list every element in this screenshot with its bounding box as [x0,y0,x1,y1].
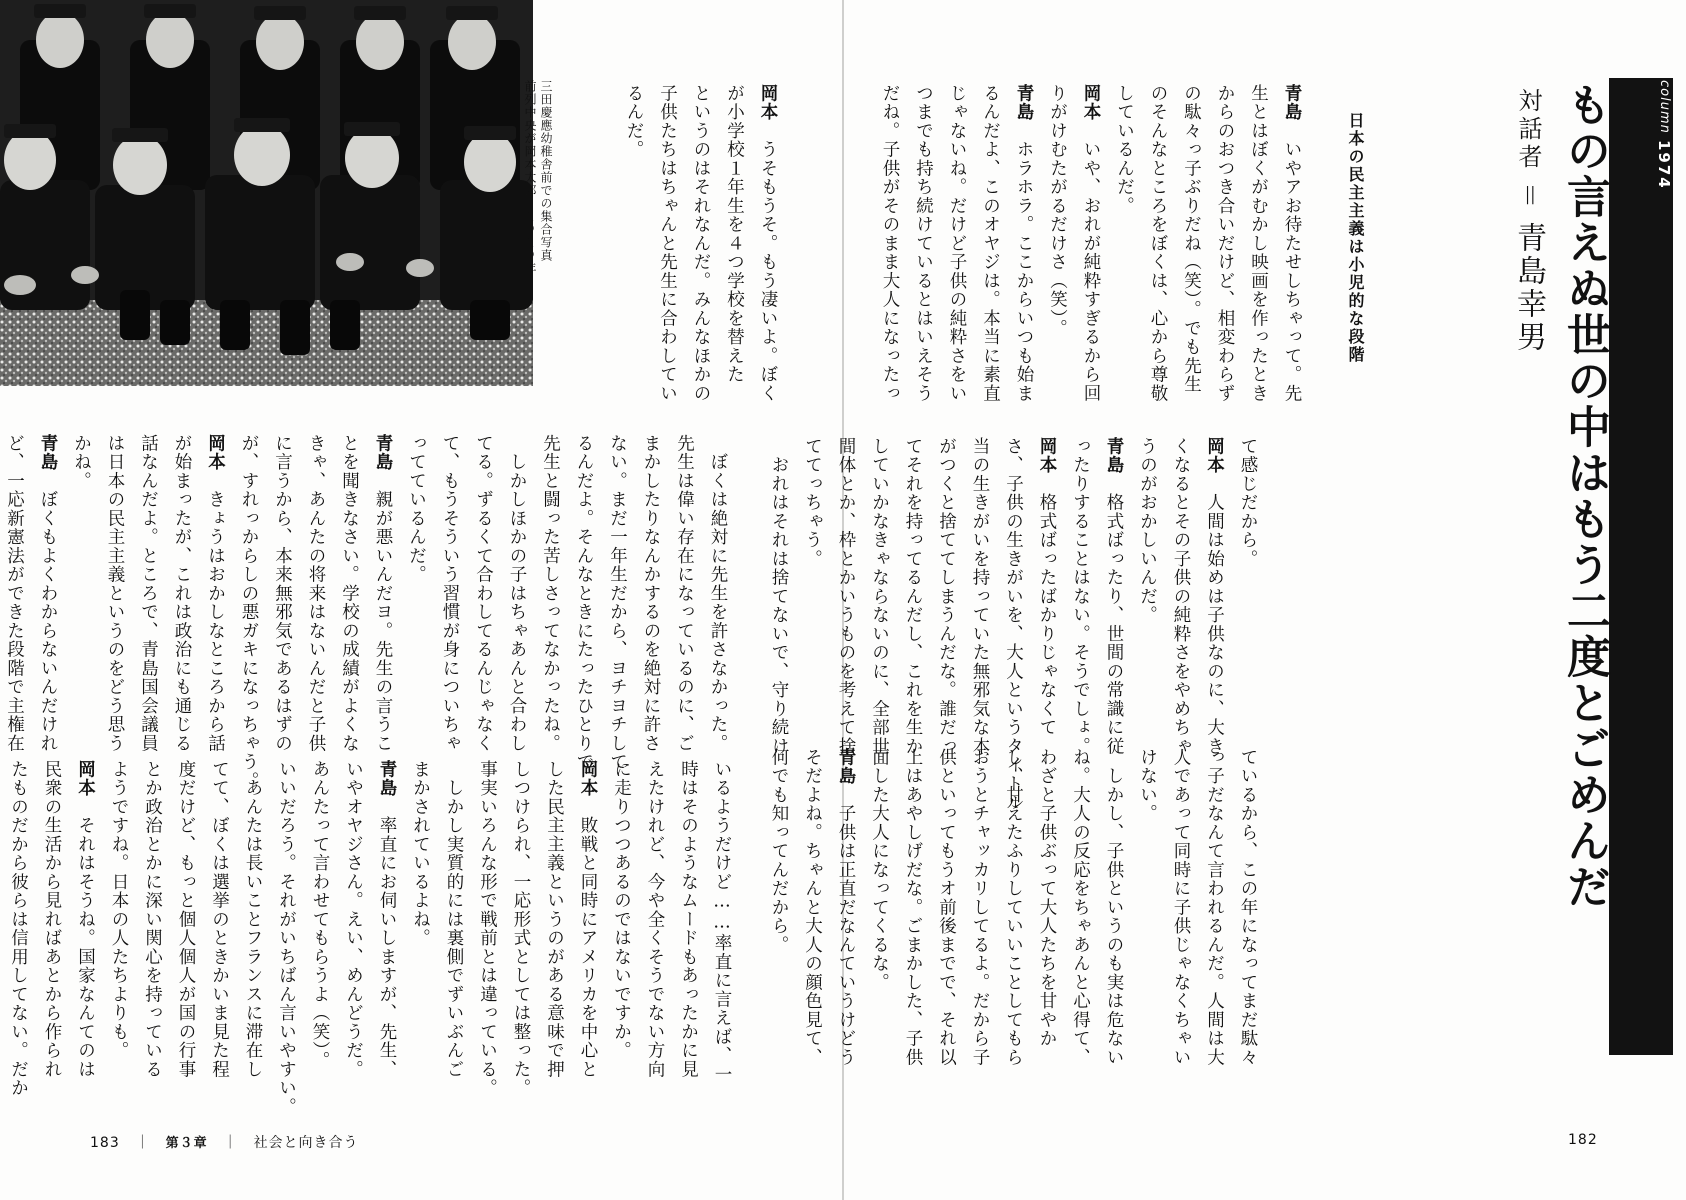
line-text: けない。 [1137,748,1158,823]
text-column-line [500,434,534,753]
line-text: の駄々っ子ぶりだね（笑）。でも先生 [1181,84,1202,394]
line-text: に言うから、本来無邪気であるはずの [272,434,293,753]
text-column-line [366,434,400,753]
text-column-line [795,437,829,729]
speaker-label: 青島 [373,434,393,472]
line-text: が、すれっからしの悪ガキになっちゃう。 [239,434,259,791]
line-text: 子供は正直だなんていうけどう [836,804,856,1067]
speaker-label: 岡本 [578,760,598,798]
text-column-line [1074,84,1108,414]
line-text: きゃ、あんたの将来はないんだと子供 [306,434,326,753]
text-column-line [684,84,718,403]
line-text: そだよね。ちゃんと大人の顔色見て、 [802,748,823,1067]
text-column-line [873,84,907,414]
text-column-line [929,748,963,1067]
line-text: て、もうそういう習慣が身についちゃ [440,434,460,753]
right-page-number: 182 [1568,1132,1598,1148]
line-text: いるようだけど……率直に言えば、一 [712,760,732,1084]
text-column-line [533,434,567,753]
left-upper-text [572,84,784,403]
text-column-line [996,437,1030,812]
text-column-line [638,760,672,1079]
text-column-line [896,437,930,756]
line-text: てそれを持ってるんだし、これを生か [903,437,923,756]
year-label: 1974 [1655,140,1673,190]
text-column-line [0,434,31,753]
speaker-label: 青島 [1104,437,1124,475]
chapter-title: 社会と向き合う [253,1135,359,1151]
line-text: 民衆の生活から見ればあとから作られ [42,760,62,1079]
column-label: column [1657,80,1672,134]
text-column-line [1030,748,1064,1062]
line-text: とか政治とかに深い関心を持っている [142,760,163,1079]
line-text: からのおつき合いだけど、相変わらず [1215,84,1235,403]
text-column-line [701,434,735,753]
text-column-line [336,760,370,1079]
line-text: いやオヤジさん。えい、めんどうだ。 [343,760,364,1079]
line-text: しつけられ、一応形式としては整った。 [511,760,531,1098]
speaker-label: 岡本 [205,434,226,472]
text-column-line [232,434,266,791]
line-text: した民主主義というのがある意味で押 [544,760,565,1079]
line-text: おうとチャッカリしてるよ。だから子 [970,748,990,1067]
text-column-line [1241,84,1275,414]
text-column-line [1197,748,1231,1067]
line-text: くなるとその子供の純粋さをやめちゃ [1171,437,1191,756]
text-column-line [795,748,829,1067]
chapter-label: 第３章 [165,1136,208,1151]
speaker-label: 岡本 [75,760,96,798]
left-page [0,0,842,1200]
text-column-line [35,760,69,1079]
text-column-line [617,84,651,384]
text-column-line [1275,84,1309,414]
group-photo [0,0,533,386]
text-column-line [131,434,165,753]
text-column-line [68,760,102,1079]
text-column-line [1197,437,1231,756]
line-text: 事実いろんな形で戦前とは違っている。 [477,760,498,1098]
text-column-line [470,760,504,1098]
speaker-label: 青島 [38,434,58,472]
text-column-line [1174,84,1208,414]
text-column-line [929,437,963,756]
speaker-label: 青島 [1014,84,1034,122]
line-text: うのがおかしいんだ。 [1137,437,1158,625]
line-text: ようですね。日本の人たちよりも。 [109,760,129,1060]
text-column-line [896,748,930,1067]
line-text: るんだよ。そんなときにたったひとりで [574,434,594,772]
text-column-line [102,760,136,1060]
text-column-line [634,434,668,753]
line-text: ててっちゃう。 [802,437,823,569]
text-column-line [433,434,467,753]
text-column-line [567,434,601,772]
line-text: うそもうそ。もう凄いよ。ぼく [758,140,778,403]
line-text: いや、おれが純粋すぎるから回 [1081,140,1101,403]
text-column-line [717,84,751,384]
text-column-line [399,434,433,732]
line-text: し、甘えたふりしていいことしてもら [1003,748,1024,1067]
text-column-line [31,434,65,753]
left-lower-text [8,760,738,1117]
line-text: たものだから彼らは信用してない。だか [8,760,29,1098]
line-text: 人間は始めは子供なのに、大き [1204,493,1225,756]
text-column-line [1164,437,1198,756]
speaker-label: 岡本 [758,84,778,122]
text-column-line [650,84,684,403]
text-column-line [303,760,337,1070]
text-column-line [963,437,997,756]
line-text: さ、子供の生きがいを、大人というタイトル [1003,437,1024,812]
photo-caption-line: 三田慶應幼稚舎前での集合写真 [539,80,553,262]
line-text: 話なんだよ。ところで、青島国会議員 [138,434,159,753]
left-middle-text [4,434,734,791]
speaker-label: 岡本 [1037,437,1057,475]
text-column-line [751,84,785,403]
line-text: 供といってもうオ前後までで、それ以 [936,748,957,1067]
line-text: 親が悪いんだヨ。先生の言うこ [373,490,393,753]
right-upper-text [880,84,1308,414]
folio-separator: ｜ [223,1135,239,1151]
text-column-line [705,760,739,1084]
line-text: ど、一応新憲法ができた段階で主権在 [4,434,25,753]
line-text: 時はそのようなムードもあったかに見 [678,760,699,1079]
line-text: てる。ずるくて合わしてるんじゃなく [473,434,494,753]
line-text: 格式ばったり、世間の常識に従 [1104,493,1124,756]
folio-separator: ｜ [135,1135,151,1151]
text-column-line [1208,84,1242,414]
line-text: おれはそれは捨てないで、守り続け [769,437,789,756]
line-text: るんだよ、このオヤジは。本当に素直 [980,84,1001,403]
text-column-line [1097,437,1131,756]
text-column-line [963,748,997,1067]
line-text: していかなきゃならないのに、全部世 [869,437,890,756]
text-column-line [600,434,634,772]
line-text: しかしほかの子はちゃあんと合わし [507,434,527,753]
text-column-line [299,434,333,753]
byline-separator: ＝ [1513,182,1543,212]
text-column-line [135,760,169,1079]
line-text: いいだろう。それがいちばん言いやすい。 [276,760,297,1117]
text-column-line [236,760,270,1079]
line-text: 子供たちはちゃんと先生に合わしてい [657,84,678,403]
line-text: 人であって同時に子供じゃなくちゃい [1171,748,1191,1067]
line-text: いやアお待たせしちゃって。先 [1282,140,1302,403]
line-text: まかされているよね。 [410,760,431,948]
text-column-line [537,760,571,1079]
line-text: 何でも知ってんだから。 [769,748,789,955]
line-text: じゃないね。だけど子供の純粋さをい [947,84,967,403]
line-text: りがけむたがるだけさ（笑）。 [1047,84,1068,338]
line-text: だね。子供がそのまま大人になったっ [880,84,900,403]
line-text: あんたは長いことフランスに滞在し [243,760,263,1079]
line-text: ホラホラ。ここからいつも始ま [1014,140,1034,403]
text-column-line [265,434,299,753]
text-column-line [269,760,303,1117]
text-column-line [1063,748,1097,1067]
text-column-line [940,84,974,414]
text-column-line [403,760,437,1060]
text-column-line [1164,748,1198,1067]
line-text: 先生は偉い存在になっているのに、ご [674,434,695,753]
text-column-line [198,434,232,753]
byline-prefix: 対話者 [1514,88,1542,172]
line-text: わざと子供ぶって大人たちを甘やか [1037,748,1057,1048]
text-column-line [1107,84,1141,414]
text-column-line [370,760,404,1079]
line-text: ているから、この年になってまだ駄々 [1238,748,1258,1067]
article-title: もの言えぬ世の中はもう二度とごめんだ [1559,82,1610,910]
text-column-line [169,760,203,1079]
text-column-line [64,434,98,732]
text-column-line [1097,748,1131,1067]
line-text: ぼくもよくわからないんだけれ [38,490,58,753]
line-text: がつくと捨ててしまうんだな。誰だっ [936,437,957,756]
speaker-label: 青島 [377,760,397,798]
text-column-line [604,760,638,1060]
line-text: ったりすることはない。そうでしょ。 [1070,437,1091,756]
line-text: るんだ。 [624,84,644,159]
photo-caption-line: 前列中央が岡本太郎 １９１９年 [523,80,537,275]
line-text: それはそうね。国家なんてのは [75,816,96,1079]
byline-name: 青島幸男 [1511,222,1546,354]
text-column-line [973,84,1007,414]
line-text: つまでも持ち続けているとはいえそう [913,84,934,403]
line-text: てて、ぼくは選挙のときかいま見た程 [209,760,230,1079]
line-text: えたけれど、今や全くそうでない方向 [645,760,665,1079]
line-text: は日本の民主主義というのをどう思う [105,434,125,753]
text-column-line [1063,437,1097,756]
line-text: あんたって言わせてもらうよ（笑）。 [310,760,330,1070]
line-text: が小学校１年生を４つ学校を替えた [724,84,745,384]
left-folio [90,1132,359,1152]
title-band-label [1609,80,1673,190]
page-number: 183 [90,1135,120,1151]
text-column-line [667,434,701,753]
line-text: かね。 [71,434,92,491]
speaker-label: 岡本 [1204,437,1225,475]
text-column-line [1231,437,1265,729]
byline [1506,88,1550,354]
text-column-line [762,437,796,756]
line-text: 上はあやしげだな。ごまかした、子供 [903,748,923,1067]
text-column-line [1007,84,1041,414]
text-column-line [1040,84,1074,414]
text-column-line [332,434,366,753]
line-text: て感じだから。 [1238,437,1258,569]
text-column-line [437,760,471,1079]
line-text: 間体とか、枠とかいうものを考えて捨 [836,437,856,756]
text-column-line [466,434,500,753]
line-text: しかし、子供というのも実は危ない [1104,748,1124,1067]
line-text: ってているんだ。 [406,434,427,584]
line-text: 当の生きがいを持っていた無邪気な本 [970,437,990,756]
line-text: 先生と闘った苦しさってなかったね。 [540,434,561,753]
line-text: しているんだ。 [1114,84,1135,216]
line-text: まかしたりなんかするのを絶対に許さ [641,434,661,753]
text-column-line [1130,748,1164,1062]
text-column-line [996,748,1030,1067]
text-column-line [762,748,796,1062]
speaker-label: 青島 [1282,84,1302,122]
text-column-line [1130,437,1164,729]
line-text: 敗戦と同時にアメリカを中心と [578,816,598,1079]
line-text: ぼくは絶対に先生を許さなかった。 [708,434,728,753]
line-text: きょうはおかしなところから話 [205,490,226,753]
speaker-label: 青島 [836,748,856,786]
text-column-line [165,434,199,753]
line-text: 度だけど、もっと個人個人が国の行事 [176,760,196,1079]
text-column-line [906,84,940,414]
line-text: しかし実質的には裏側でずいぶんご [444,760,464,1079]
text-column-line [829,437,863,756]
line-text: っ子だなんて言われるんだ。人間は大 [1204,748,1225,1067]
text-column-line [504,760,538,1098]
title-band [1609,78,1673,1055]
line-text: 率直にお伺いしますが、先生、 [377,816,397,1079]
text-column-line [1030,437,1064,737]
text-column-line [829,748,863,1067]
line-text: が始まったが、これは政治にも通じる [172,434,192,753]
line-text: というのはそれなんだ。みんなほかの [691,84,711,403]
line-text: のそんなところをぼくは、心から尊敬 [1148,84,1168,403]
text-column-line [98,434,132,753]
text-column-line [862,748,896,1062]
text-column-line [1231,748,1265,1067]
right-lower-text [769,748,1264,1067]
group-photo-illustration [0,0,533,386]
text-column-line [1141,84,1175,414]
photo-caption [522,80,554,275]
text-column-line [1,760,35,1098]
text-column-line [202,760,236,1079]
text-column-line [571,760,605,1079]
line-text: 面した大人になってくるな。 [869,748,890,992]
text-column-line [671,760,705,1079]
text-column-line [862,437,896,756]
line-text: ない。まだ一年生だから、ヨチヨチして [607,434,628,772]
line-text: に走りつつあるのではないですか。 [611,760,632,1060]
line-text: 生とはぼくがむかし映画を作ったとき [1248,84,1269,403]
line-text: ね。大人の反応をちゃあんと心得て、 [1070,748,1091,1067]
line-text: 格式ばったばかりじゃなくて [1037,493,1057,737]
section-subheading: 日本の民主主義は小児的な段階 [1346,112,1365,364]
speaker-label: 岡本 [1081,84,1101,122]
text-column-line [0,760,1,1060]
line-text: とを聞きなさい。学校の成績がよくな [339,434,360,753]
